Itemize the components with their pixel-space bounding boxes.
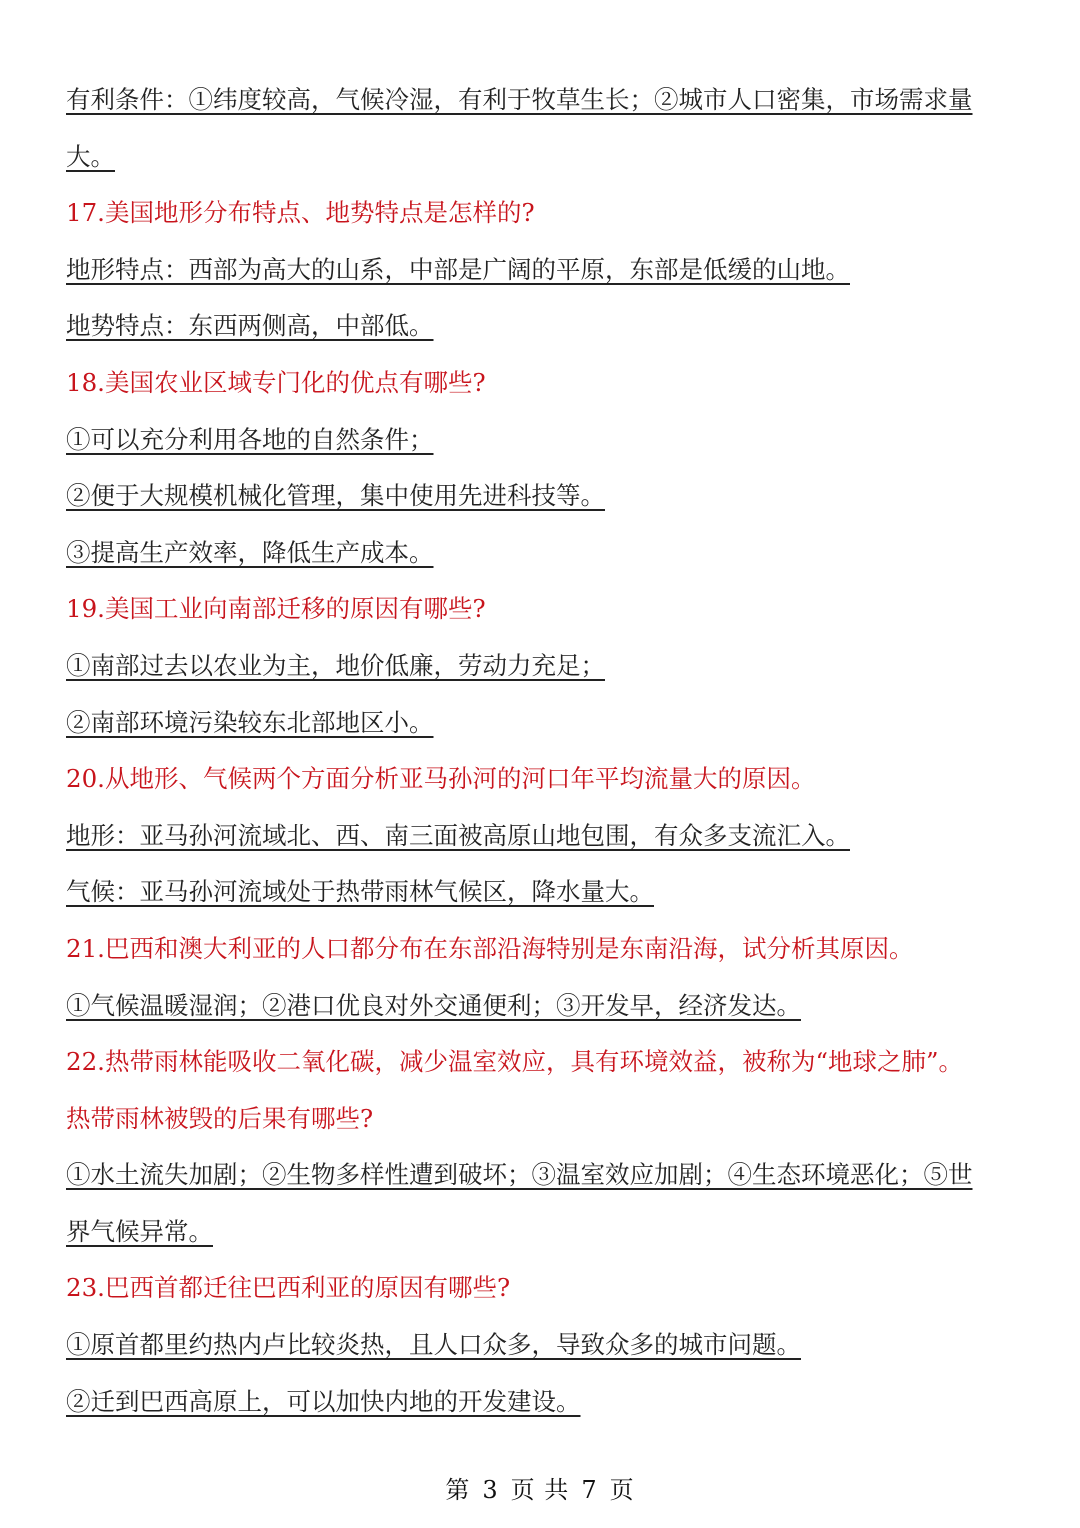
question-21: 21.巴西和澳大利亚的人口都分布在东部沿海特别是东南沿海，试分析其原因。 [66,933,914,963]
answer-line: 大。 [66,141,115,171]
page-footer [0,1470,1080,1505]
question-20: 20.从地形、气候两个方面分析亚马孙河的河口年平均流量大的原因。 [66,764,816,794]
question-23: 23.巴西首都迁往巴西利亚的原因有哪些? [66,1273,511,1303]
answer-line: ①气候温暖湿润；②港口优良对外交通便利；③开发早，经济发达。 [66,990,801,1020]
document-body [66,72,1026,1430]
current-page-number: 3 [482,1476,499,1504]
answer-line: ①可以充分利用各地的自然条件； [66,424,434,454]
question-17: 17.美国地形分布特点、地势特点是怎样的? [66,198,535,228]
answer-line: 地形：亚马孙河流域北、西、南三面被高原山地包围，有众多支流汇入。 [66,820,850,850]
question-22: 22.热带雨林能吸收二氧化碳，减少温室效应，具有环境效益，被称为“地球之肺”。 [66,1047,964,1077]
answer-line: 气候：亚马孙河流域处于热带雨林气候区，降水量大。 [66,877,654,907]
question-22-continued: 热带雨林被毁的后果有哪些? [66,1103,374,1133]
answer-line: 界气候异常。 [66,1216,213,1246]
answer-line: ②迁到巴西高原上，可以加快内地的开发建设。 [66,1386,581,1416]
answer-line: 地形特点：西部为高大的山系，中部是广阔的平原，东部是低缓的山地。 [66,254,850,284]
question-18: 18.美国农业区域专门化的优点有哪些? [66,367,486,397]
question-19: 19.美国工业向南部迁移的原因有哪些? [66,594,486,624]
answer-line: 有利条件：①纬度较高，气候冷湿，有利于牧草生长；②城市人口密集，市场需求量 [66,85,973,114]
answer-line: ③提高生产效率，降低生产成本。 [66,537,434,567]
footer-prefix: 第 [445,1476,471,1504]
answer-line: ②便于大规模机械化管理，集中使用先进科技等。 [66,481,605,511]
answer-line: 地势特点：东西两侧高，中部低。 [66,311,434,341]
answer-line: ①原首都里约热内卢比较炎热，且人口众多，导致众多的城市问题。 [66,1330,801,1360]
answer-line: ①南部过去以农业为主，地价低廉，劳动力充足； [66,650,605,680]
answer-line: ②南部环境污染较东北部地区小。 [66,707,434,737]
footer-suffix: 页 [609,1476,635,1504]
answer-line: ①水土流失加剧；②生物多样性遭到破坏；③温室效应加剧；④生态环境恶化；⑤世 [66,1160,973,1190]
total-pages-number: 7 [581,1476,598,1504]
footer-middle: 页 共 [510,1476,570,1504]
